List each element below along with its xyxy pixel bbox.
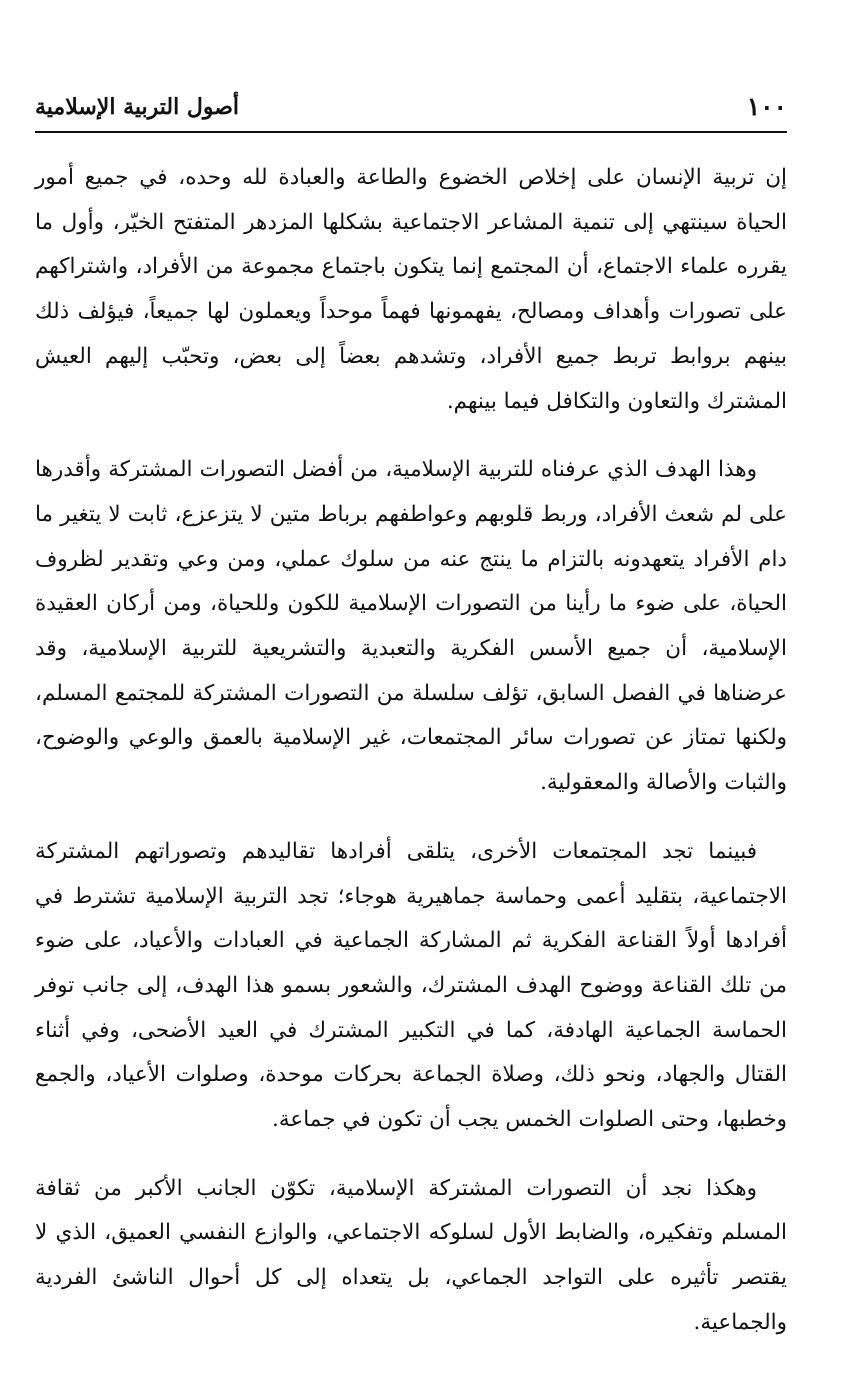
body-text (35, 156, 787, 1370)
paragraph-1: إن تربية الإنسان على إخلاص الخضوع والطاعة والعبادة لله وحده، في جميع أمور الحياة سينتهي إلى تنمية المشاعر الاجتماعية بشكلها المزدهر المتفتح الخيّر، وأول ما يقرره علماء الاجتماع، أن المجتمع إنما يتكون باجتماع مجموعة من الأفراد، واشتراكهم على تصورات وأهداف ومصالح، يفهمونها فهماً موحداً ويعملون لها جميعاً، فيؤلف ذلك بينهم بروابط تربط جميع الأفراد، وتشدهم بعضاً إلى بعض، وتحبّب إليهم العيش المشترك والتعاون والتكافل فيما بينهم. (35, 165, 787, 414)
book-title: أصول التربية الإسلامية (35, 94, 240, 120)
page-number: ١٠٠ (746, 92, 787, 121)
paragraph-3: فبينما تجد المجتمعات الأخرى، يتلقى أفرادها تقاليدهم وتصوراتهم المشتركة الاجتماعية، بتقليد أعمى وحماسة جماهيرية هوجاء؛ تجد التربية الإسلامية تشترط في أفرادها أولاً القناعة الفكرية ثم المشاركة الجماعية في العبادات والأعياد، على ضوء من تلك القناعة ووضوح الهدف المشترك، والشعور بسمو هذا الهدف، إلى جانب توفر الحماسة الجماعية الهادفة، كما في التكبير المشترك في العيد الأضحى، وفي أثناء القتال والجهاد، ونحو ذلك، وصلاة الجماعة بحركات موحدة، وصلوات الأعياد، والجمع وخطبها، وحتى الصلوات الخمس يجب أن تكون في جماعة. (35, 838, 787, 1133)
header-divider (35, 131, 787, 133)
running-header (35, 86, 787, 122)
paragraph-4: وهكذا نجد أن التصورات المشتركة الإسلامية، تكوّن الجانب الأكبر من ثقافة المسلم وتفكيره، والضابط الأول لسلوكه الاجتماعي، والوازع النفسي العميق، الذي لا يقتصر تأثيره على التواجد الجماعي، بل يتعداه إلى كل أحوال الناشئ الفردية والجماعية. (35, 1175, 787, 1335)
paragraph-2: وهذا الهدف الذي عرفناه للتربية الإسلامية، من أفضل التصورات المشتركة وأقدرها على لم شعث الأفراد، وربط قلوبهم وعواطفهم برباط متين لا يتزعزع، ثابت لا يتغير ما دام الأفراد يتعهدونه بالتزام ما ينتج عنه من سلوك عملي، ومن وعي وتقدير لظروف الحياة، على ضوء ما رأينا من التصورات الإسلامية للكون وللحياة، ومن أركان العقيدة الإسلامية، أن جميع الأسس الفكرية والتعبدية والتشريعية للتربية الإسلامية، وقد عرضناها في الفصل السابق، تؤلف سلسلة من التصورات المشتركة للمجتمع المسلم، ولكنها تمتاز عن تصورات سائر المجتمعات، غير الإسلامية بالعمق والوعي والوضوح، والثبات والأصالة والمعقولية. (35, 457, 787, 796)
